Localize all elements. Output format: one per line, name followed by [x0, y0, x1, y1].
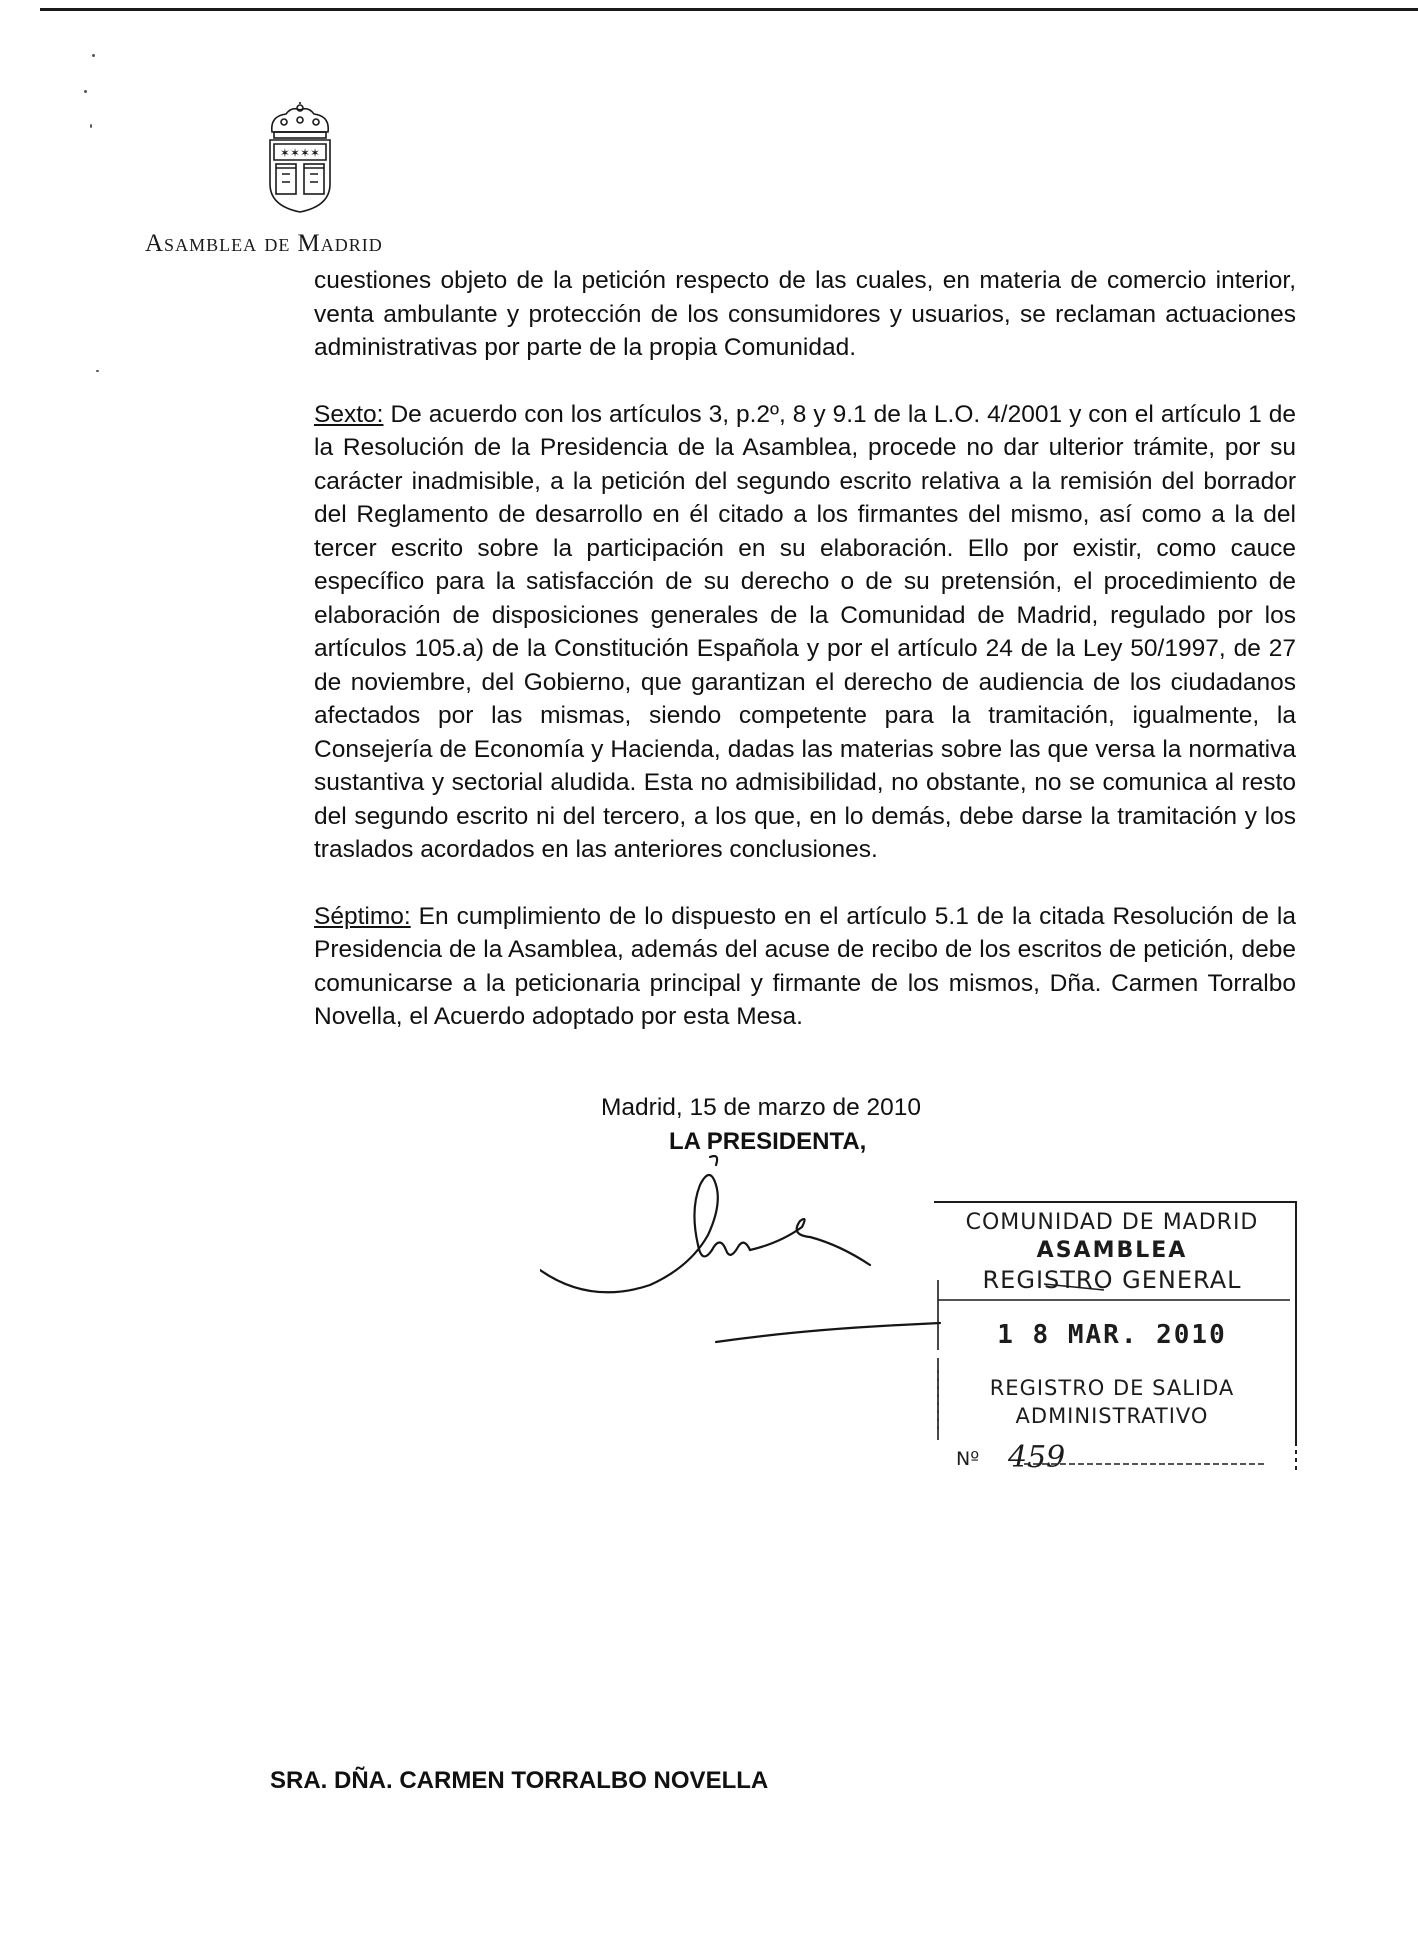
stamp-line-exit: REGISTRO DE SALIDA: [989, 1376, 1235, 1400]
stamp-line-admin: ADMINISTRATIVO: [1015, 1404, 1209, 1428]
document-body: [314, 264, 1296, 1067]
paragraph-septimo-text: En cumplimiento de lo dispuesto en el artículo 5.1 de la citada Resolución de la Presidencia de la Asamblea, además del acuse de recibo de los escritos de petición, debe comunicarse a la peticionaria principal y firmante de los mismos, Dña. Carmen Torralbo Novella, el Acuerdo adoptado por esta Mesa.: [314, 902, 1296, 1030]
addressee: SRA. DÑA. CARMEN TORRALBO NOVELLA: [270, 1767, 769, 1794]
paragraph-intro: cuestiones objeto de la petición respecto de las cuales, en materia de comercio interior, venta ambulante y protección de los consumidores y usuarios, se reclaman actuaciones administrativas por parte de la propia Comunidad.: [314, 267, 1296, 361]
paragraph-septimo: [314, 900, 1296, 1034]
stamp-number-value: 459: [1008, 1440, 1066, 1475]
signer-title: LA PRESIDENTA,: [669, 1128, 867, 1155]
scan-speck: [84, 90, 87, 93]
paragraph-sexto-text: De acuerdo con los artículos 3, p.2º, 8 y 9.1 de la L.O. 4/2001 y con el artículo 1 de la Resolución de la Presidencia de la Asamblea, procede no dar ulterior trámite, por su carácter inadmisible, a la petición del segundo escrito relativa a la remisión del borrador del Reglamento de desarrollo en él citado a los firmantes del mismo, así como a la del tercer escrito sobre la participación en su elaboración. Ello por existir, como cauce específico para la satisfacción de su derecho o de su pretensión, el procedimiento de elaboración de disposiciones generales de la Comunidad de Madrid, regulado por los artículos 105.a) de la Constitución Española y por el artículo 24 de la Ley 50/1997, de 27 de noviembre, del Gobierno, que garantizan el derecho de audiencia de los ciudadanos afectados por las mismas, siendo competente para la tramitación, igualmente, la Consejería de Economía y Hacienda, dadas las materias sobre las que versa la normativa sustantiva y sectorial aludida. Esta no admisibilidad, no obstante, no se comunica al resto del segundo escrito ni del tercero, a los que, en lo demás, debe darse la tramitación y los traslados acordados en las anteriores conclusiones.: [314, 400, 1296, 863]
paragraph-sexto-label: Sexto:: [314, 400, 384, 428]
scan-speck: [92, 54, 95, 57]
place-date: Madrid, 15 de marzo de 2010: [601, 1094, 922, 1121]
institution-name: Asamblea de Madrid: [145, 230, 383, 257]
stamp-line-assembly: ASAMBLEA: [1036, 1238, 1188, 1263]
registry-stamp: [934, 1200, 1304, 1490]
paragraph-septimo-label: Séptimo:: [314, 902, 411, 930]
stamp-line-registry: REGISTRO GENERAL: [982, 1266, 1242, 1294]
top-rule: [40, 8, 1418, 11]
svg-text:✶✶✶✶: ✶✶✶✶: [279, 146, 321, 160]
paragraph-sexto: [314, 398, 1296, 867]
scan-speck: [96, 370, 99, 372]
stamp-number-label: Nº: [956, 1448, 980, 1470]
stamp-line-community: COMUNIDAD DE MADRID: [965, 1210, 1259, 1235]
signature-icon: [540, 1155, 960, 1345]
scan-speck: [90, 124, 92, 128]
stamp-date: 1 8 MAR. 2010: [997, 1320, 1227, 1350]
coat-of-arms-icon: [262, 102, 338, 214]
